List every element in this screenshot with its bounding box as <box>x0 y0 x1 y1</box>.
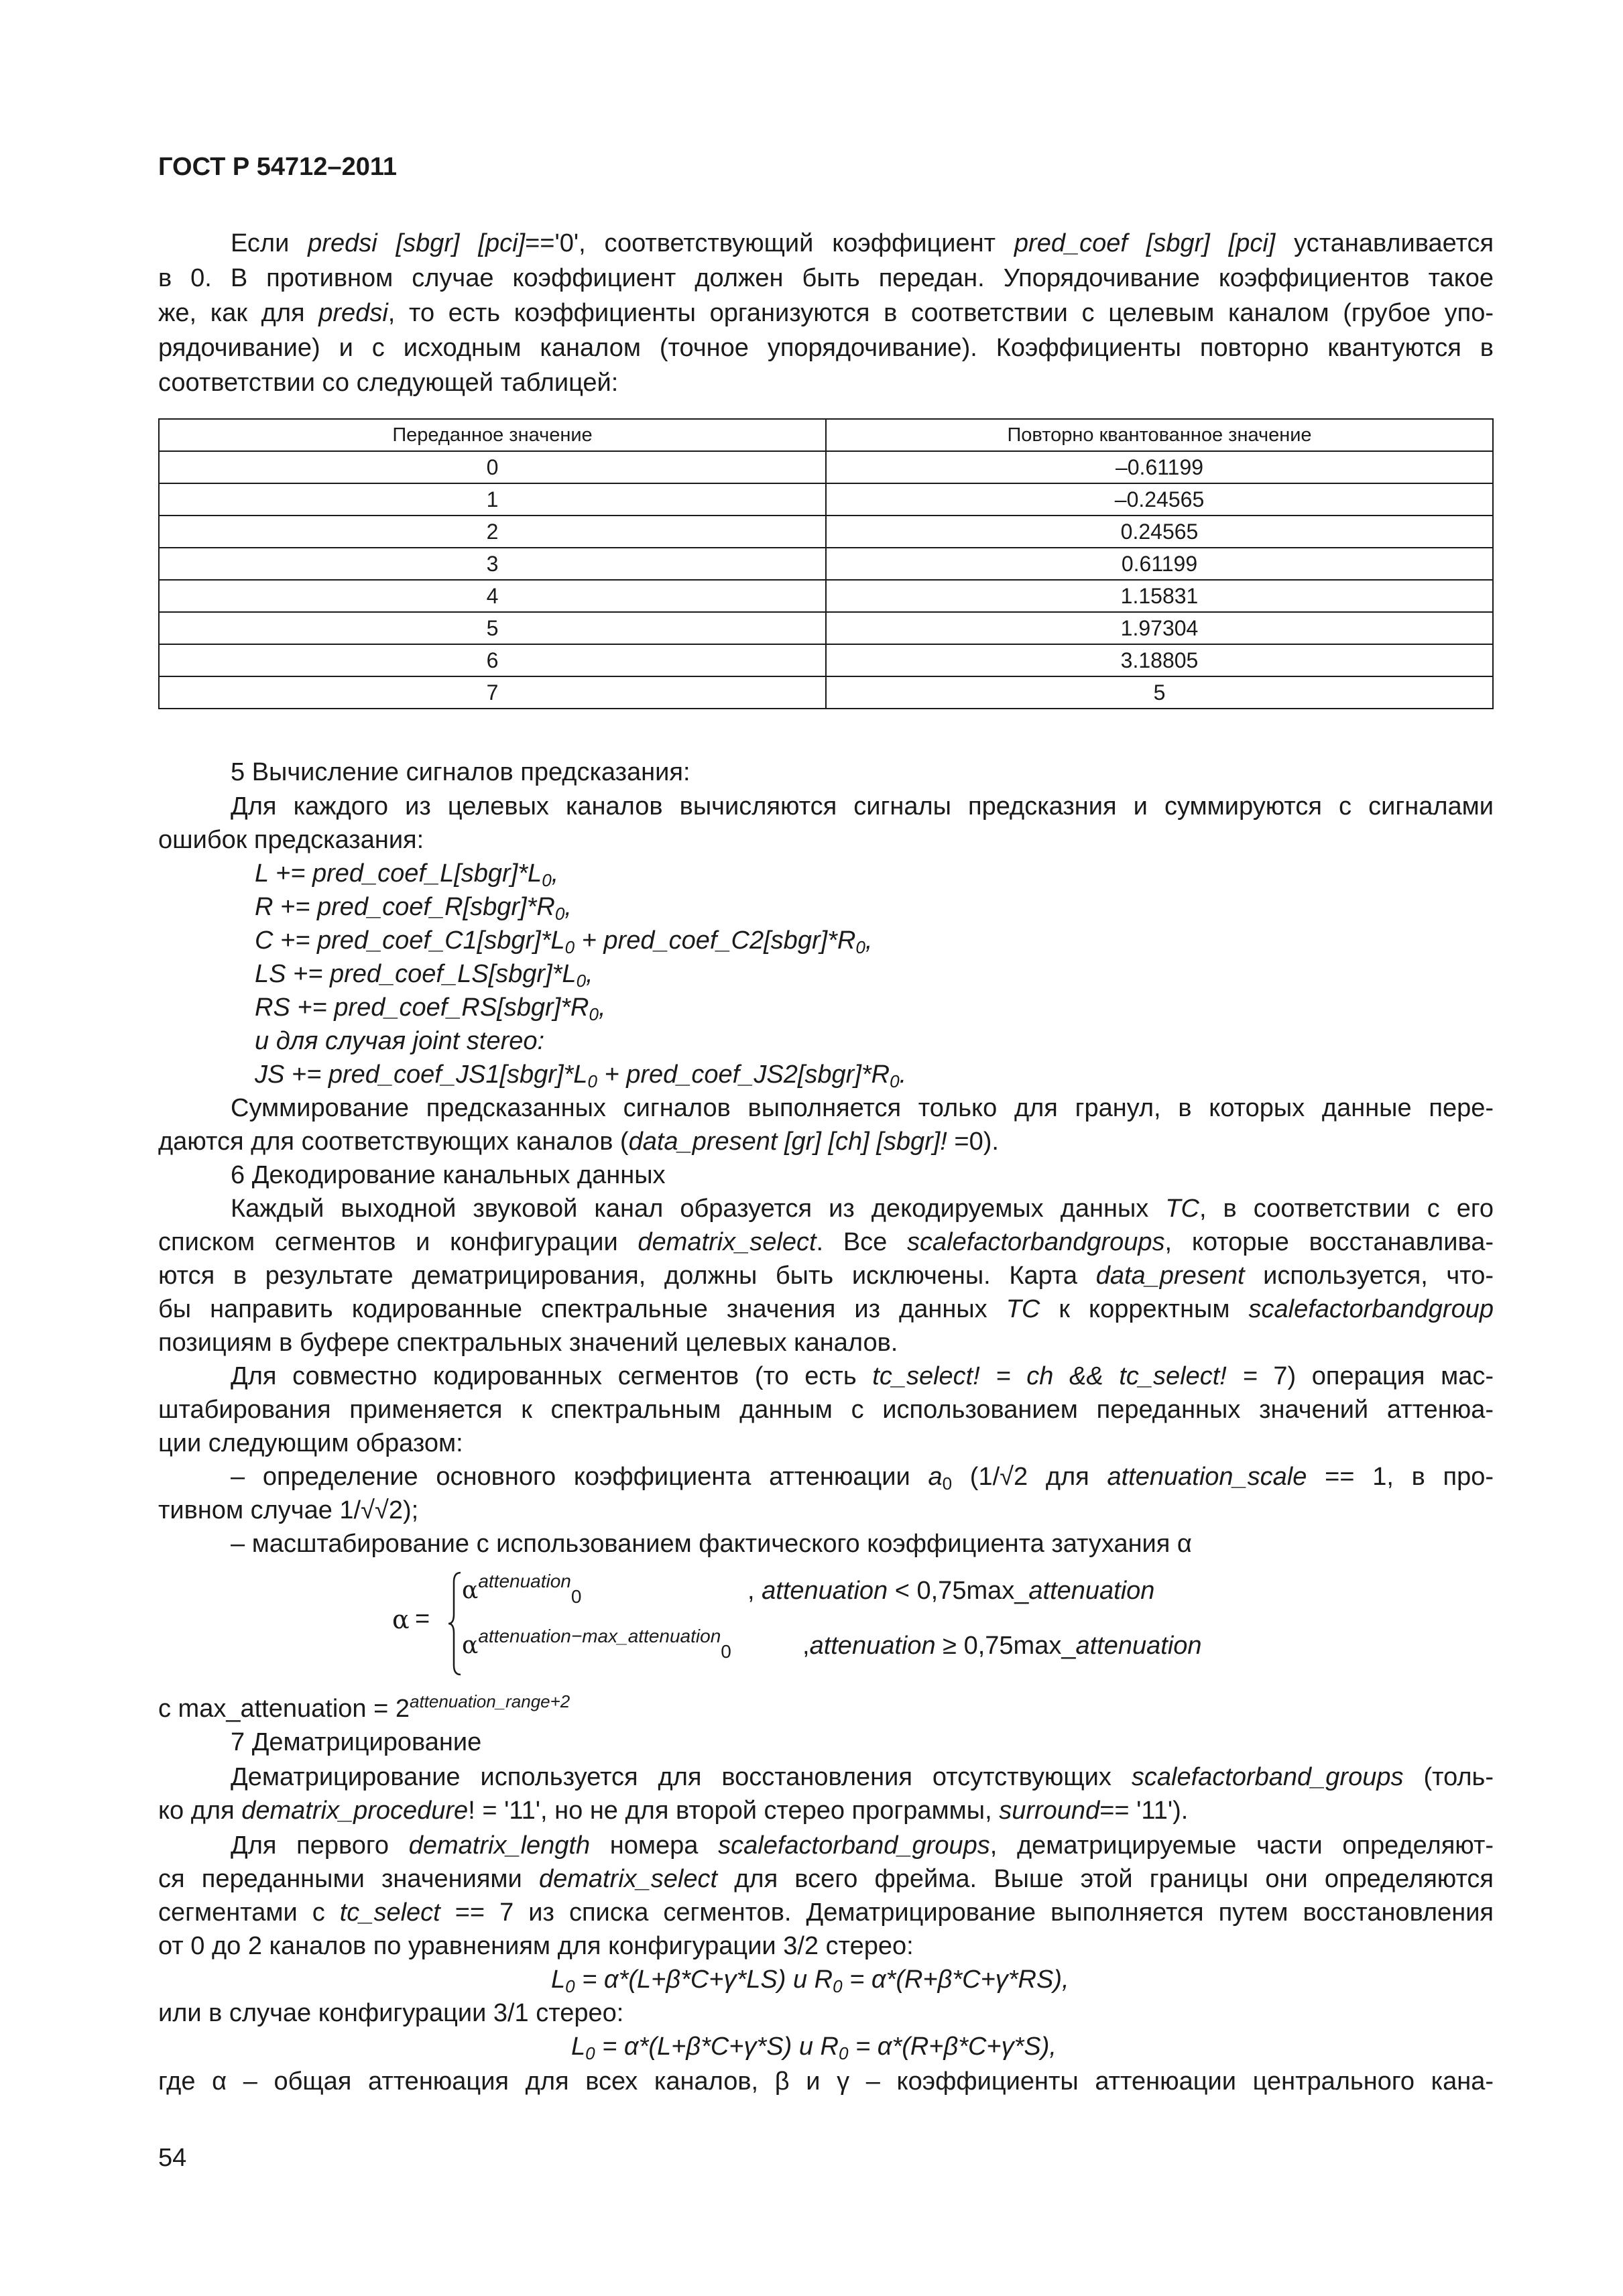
section-6-line-7: штабирования применяется к спектральным данным с использованием переданных значений аттенюа- <box>158 1396 1494 1424</box>
table-header-row <box>159 419 1493 451</box>
table-cell: 5 <box>826 676 1493 709</box>
formula-condition-1: , attenuation < 0,75max_attenuation <box>747 1577 1155 1605</box>
section-7-title: 7 Дематрицирование <box>231 1728 482 1756</box>
attenuation-formula <box>392 1570 1331 1677</box>
table-header-transmitted: Переданное значение <box>159 419 826 451</box>
intro-line-4: рядочивание) и с исходным каналом (точное упорядочивание). Коэффициенты повторно квантуются в <box>158 334 1494 362</box>
section-5-title: 5 Вычисление сигналов предсказания: <box>231 758 690 786</box>
formula-js: JS += $pred\_coef\_JS1[sbgr]*L_0$ + $pred\_coef\_JS2[sbgr]*R_0$. <box>255 1061 907 1091</box>
formula-ls: LS += $pred\_coef\_LS[sbgr]*L_0$, <box>255 960 593 991</box>
max-attenuation-line: с max_attenuation = $2^{attenuation\_range+2}$ <box>158 1691 570 1723</box>
brace-icon <box>447 1570 462 1677</box>
table-cell: 0 <box>159 451 826 483</box>
table-cell: 1 <box>159 483 826 516</box>
formula-l: $L += pred\_coef\_L[sbgr]*L_0$, <box>255 859 559 890</box>
section-7-line-6: от 0 до 2 каналов по уравнениям для конфигурации 3/2 стерео: <box>158 1932 914 1960</box>
section-7-line-2: ко для dematrix_procedure! = '11', но не для второй стерео программы, surround== '11'). <box>158 1797 1189 1825</box>
section-6-line-2: списком сегментов и конфигурации dematrix_select. Все scalefactorbandgroups, которые восстанавлива- <box>158 1228 1494 1256</box>
section-7-line-8: где α – общая аттенюация для всех каналов, β и γ – коэффициенты аттенюации центрального кана- <box>158 2067 1494 2096</box>
section-7-line-7: или в случае конфигурации 3/1 стерео: <box>158 1999 624 2027</box>
formula-case-2: $\alpha^{attenuation-max\_attenuation}_0$ <box>462 1626 731 1662</box>
formula-equals: = <box>415 1605 430 1633</box>
intro-line-1: Если predsi [sbgr] [pci]=='0', соответствующий коэффициент pred_coef [sbgr] [pci] устанавливается <box>231 229 1494 257</box>
section-6-title: 6 Декодирование канальных данных <box>231 1161 666 1189</box>
formula-rs: RS += $pred\_coef\_RS[sbgr]*R_0$, <box>255 993 606 1024</box>
section-6-line-11: – масштабирование с использованием фактического коэффициента затухания α <box>231 1530 1192 1558</box>
intro-line-3: же, как для predsi, то есть коэффициенты организуются в соответствии с целевым каналом (грубое упо- <box>158 299 1494 327</box>
equation-3-2-stereo: $L_0 = \alpha*(L+\beta*C+\gamma*LS)$ и $R_0 = \alpha*(R+\beta*C+\gamma*RS)$, <box>551 1966 1069 1996</box>
table-cell: 6 <box>159 644 826 676</box>
table-header-requantized: Повторно квантованное значение <box>826 419 1493 451</box>
table-row <box>159 548 1493 580</box>
requantization-table <box>158 418 1494 709</box>
formula-case-1: $\alpha^{attenuation}_0$ <box>462 1571 582 1607</box>
table-row <box>159 612 1493 644</box>
section-6-line-9: – определение основного коэффициента аттенюации $a_0$ (1/√2 для attenuation_scale == 1, в про- <box>231 1463 1494 1494</box>
table-cell: –0.61199 <box>826 451 1493 483</box>
formula-alpha: α <box>392 1605 410 1634</box>
section-6-line-8: ции следующим образом: <box>158 1429 463 1457</box>
intro-line-5: соответствии со следующей таблицей: <box>158 369 619 397</box>
section-5-line-2: ошибок предсказания: <box>158 826 424 854</box>
page-number: 54 <box>158 2144 187 2172</box>
table-cell: 2 <box>159 516 826 548</box>
section-6-line-1: Каждый выходной звуковой канал образуется из декодируемых данных TC, в соответствии с его <box>231 1195 1494 1223</box>
table-row <box>159 676 1493 709</box>
section-6-line-6: Для совместно кодированных сегментов (то есть tc_select! = ch && tc_select! = 7) операция мас- <box>231 1362 1494 1390</box>
section-6-line-10: тивном случае 1/√√2); <box>158 1496 419 1524</box>
table-cell: 4 <box>159 580 826 612</box>
section-5-line-4: даются для соответствующих каналов (data_present [gr] [ch] [sbgr]! =0). <box>158 1128 999 1156</box>
table-cell: 3.18805 <box>826 644 1493 676</box>
table-cell: 3 <box>159 548 826 580</box>
intro-line-2: в 0. В противном случае коэффициент должен быть передан. Упорядочивание коэффициентов такое <box>158 264 1494 292</box>
table-cell: 0.24565 <box>826 516 1493 548</box>
section-6-line-3: ются в результате дематрицирования, должны быть исключены. Карта data_present используется, что- <box>158 1262 1494 1290</box>
table-cell: 1.97304 <box>826 612 1493 644</box>
formula-r: $R += pred\_coef\_R[sbgr]*R_0$, <box>255 893 572 924</box>
table-row <box>159 580 1493 612</box>
table-row <box>159 516 1493 548</box>
table-row <box>159 483 1493 516</box>
section-6-line-4: бы направить кодированные спектральные значения из данных TC к корректным scalefactorbandgroup <box>158 1295 1494 1323</box>
table-cell: 5 <box>159 612 826 644</box>
section-5-line-3: Суммирование предсказанных сигналов выполняется только для гранул, в которых данные пере- <box>231 1094 1494 1122</box>
section-7-line-5: сегментами с tc_select == 7 из списка сегментов. Дематрицирование выполняется путем восстановления <box>158 1898 1494 1927</box>
formula-c: $C += pred\_coef\_C1[sbgr]*L_0$ + $pred\_coef\_C2[sbgr]*R_0$, <box>255 926 873 957</box>
document-header: ГОСТ Р 54712–2011 <box>158 153 398 181</box>
table-cell: 7 <box>159 676 826 709</box>
equation-3-1-stereo: $L_0 = \alpha*(L+\beta*C+\gamma*S)$ и $R_0 = \alpha*(R+\beta*C+\gamma*S)$, <box>571 2033 1057 2063</box>
section-5-line-1: Для каждого из целевых каналов вычисляются сигналы предсказния и суммируются с сигналами <box>231 792 1494 821</box>
table-cell: 1.15831 <box>826 580 1493 612</box>
table-cell: –0.24565 <box>826 483 1493 516</box>
section-7-line-1: Дематрицирование используется для восстановления отсутствующих scalefactorband_groups (толь- <box>231 1763 1494 1791</box>
formula-condition-2: ,attenuation ≥ 0,75max_attenuation <box>802 1632 1202 1660</box>
table-row <box>159 451 1493 483</box>
table-row <box>159 644 1493 676</box>
joint-stereo-label: и для случая joint stereo: <box>255 1027 545 1055</box>
section-7-line-4: ся переданными значениями dematrix_select для всего фрейма. Выше этой границы они определяются <box>158 1865 1494 1893</box>
table-cell: 0.61199 <box>826 548 1493 580</box>
section-7-line-3: Для первого dematrix_length номера scalefactorband_groups, дематрицируемые части определяют- <box>231 1831 1494 1860</box>
section-6-line-5: позициям в буфере спектральных значений целевых каналов. <box>158 1329 898 1357</box>
